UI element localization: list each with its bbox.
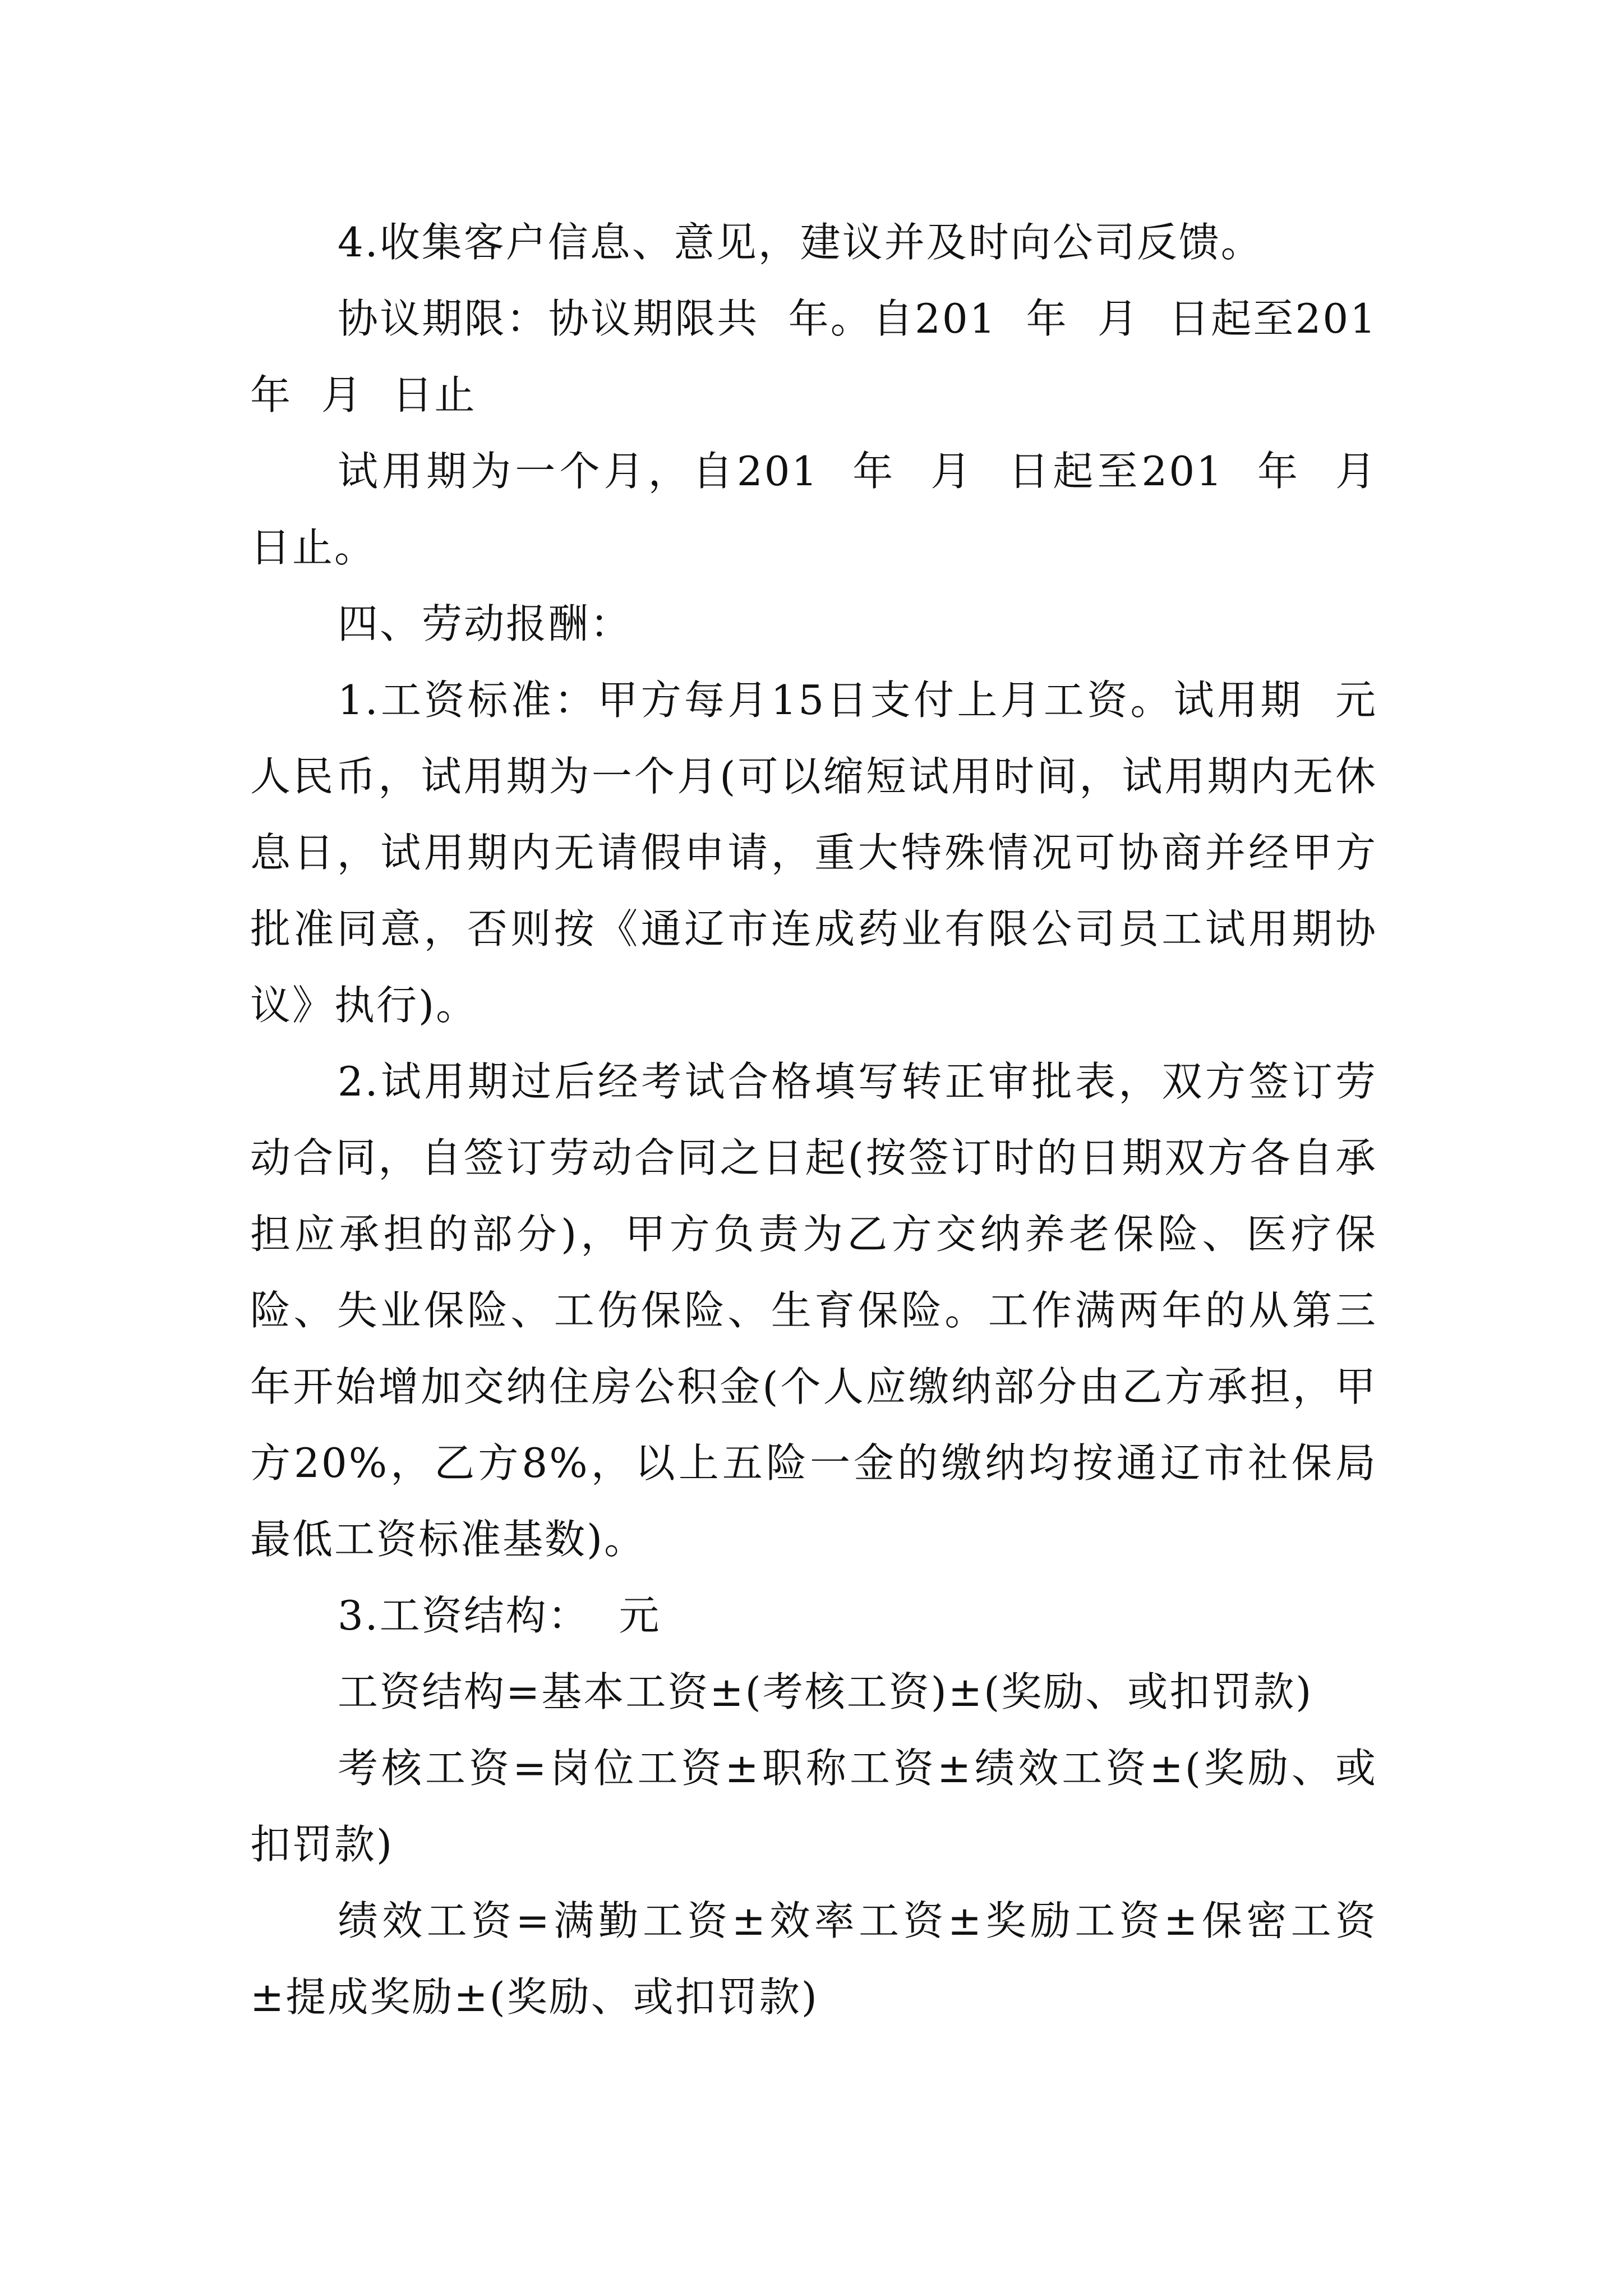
paragraph-wage-structure: 3.工资结构： 元 — [338, 1592, 661, 1639]
paragraph-duty-4: 4.收集客户信息、意见，建议并及时向公司反馈。 — [338, 219, 1263, 266]
paragraph-wage-standard: 1.工资标准：甲方每月15日支付上月工资。试用期 元人民币，试用期为一个月(可以缩短试用时间，试用期内无休息日，试用期内无请假申请，重大特殊情况可协商并经甲方批准同意，否则按《通辽市连成药业有限公司员工试用期协议》执行)。 — [250, 677, 1377, 1029]
paragraph-insurance: 2.试用期过后经考试合格填写转正审批表，双方签订劳动合同，自签订劳动合同之日起(按签订时的日期双方各自承担应承担的部分)，甲方负责为乙方交纳养老保险、医疗保险、失业保险、工伤保险、生育保险。工作满两年的从第三年开始增加交纳住房公积金(个人应缴纳部分由乙方承担，甲方20%，乙方8%，以上五险一金的缴纳均按通辽市社保局最低工资标准基数)。 — [250, 1058, 1377, 1563]
paragraph-probation-period: 试用期为一个月，自201 年 月 日起至201 年 月 日止。 — [250, 448, 1407, 571]
section-heading-compensation: 四、劳动报酬： — [338, 600, 633, 647]
formula-assessment-wage: 考核工资=岗位工资±职称工资±绩效工资±(奖励、或扣罚款) — [250, 1745, 1377, 1868]
paragraph-agreement-term: 协议期限：协议期限共 年。自201 年 月 日起至201 年 月 日止 — [250, 295, 1407, 418]
formula-wage-structure: 工资结构=基本工资±(考核工资)±(奖励、或扣罚款) — [338, 1668, 1313, 1715]
formula-performance-wage: 绩效工资=满勤工资±效率工资±奖励工资±保密工资±提成奖励±(奖励、或扣罚款) — [250, 1897, 1377, 2021]
document-body — [250, 204, 1407, 2035]
